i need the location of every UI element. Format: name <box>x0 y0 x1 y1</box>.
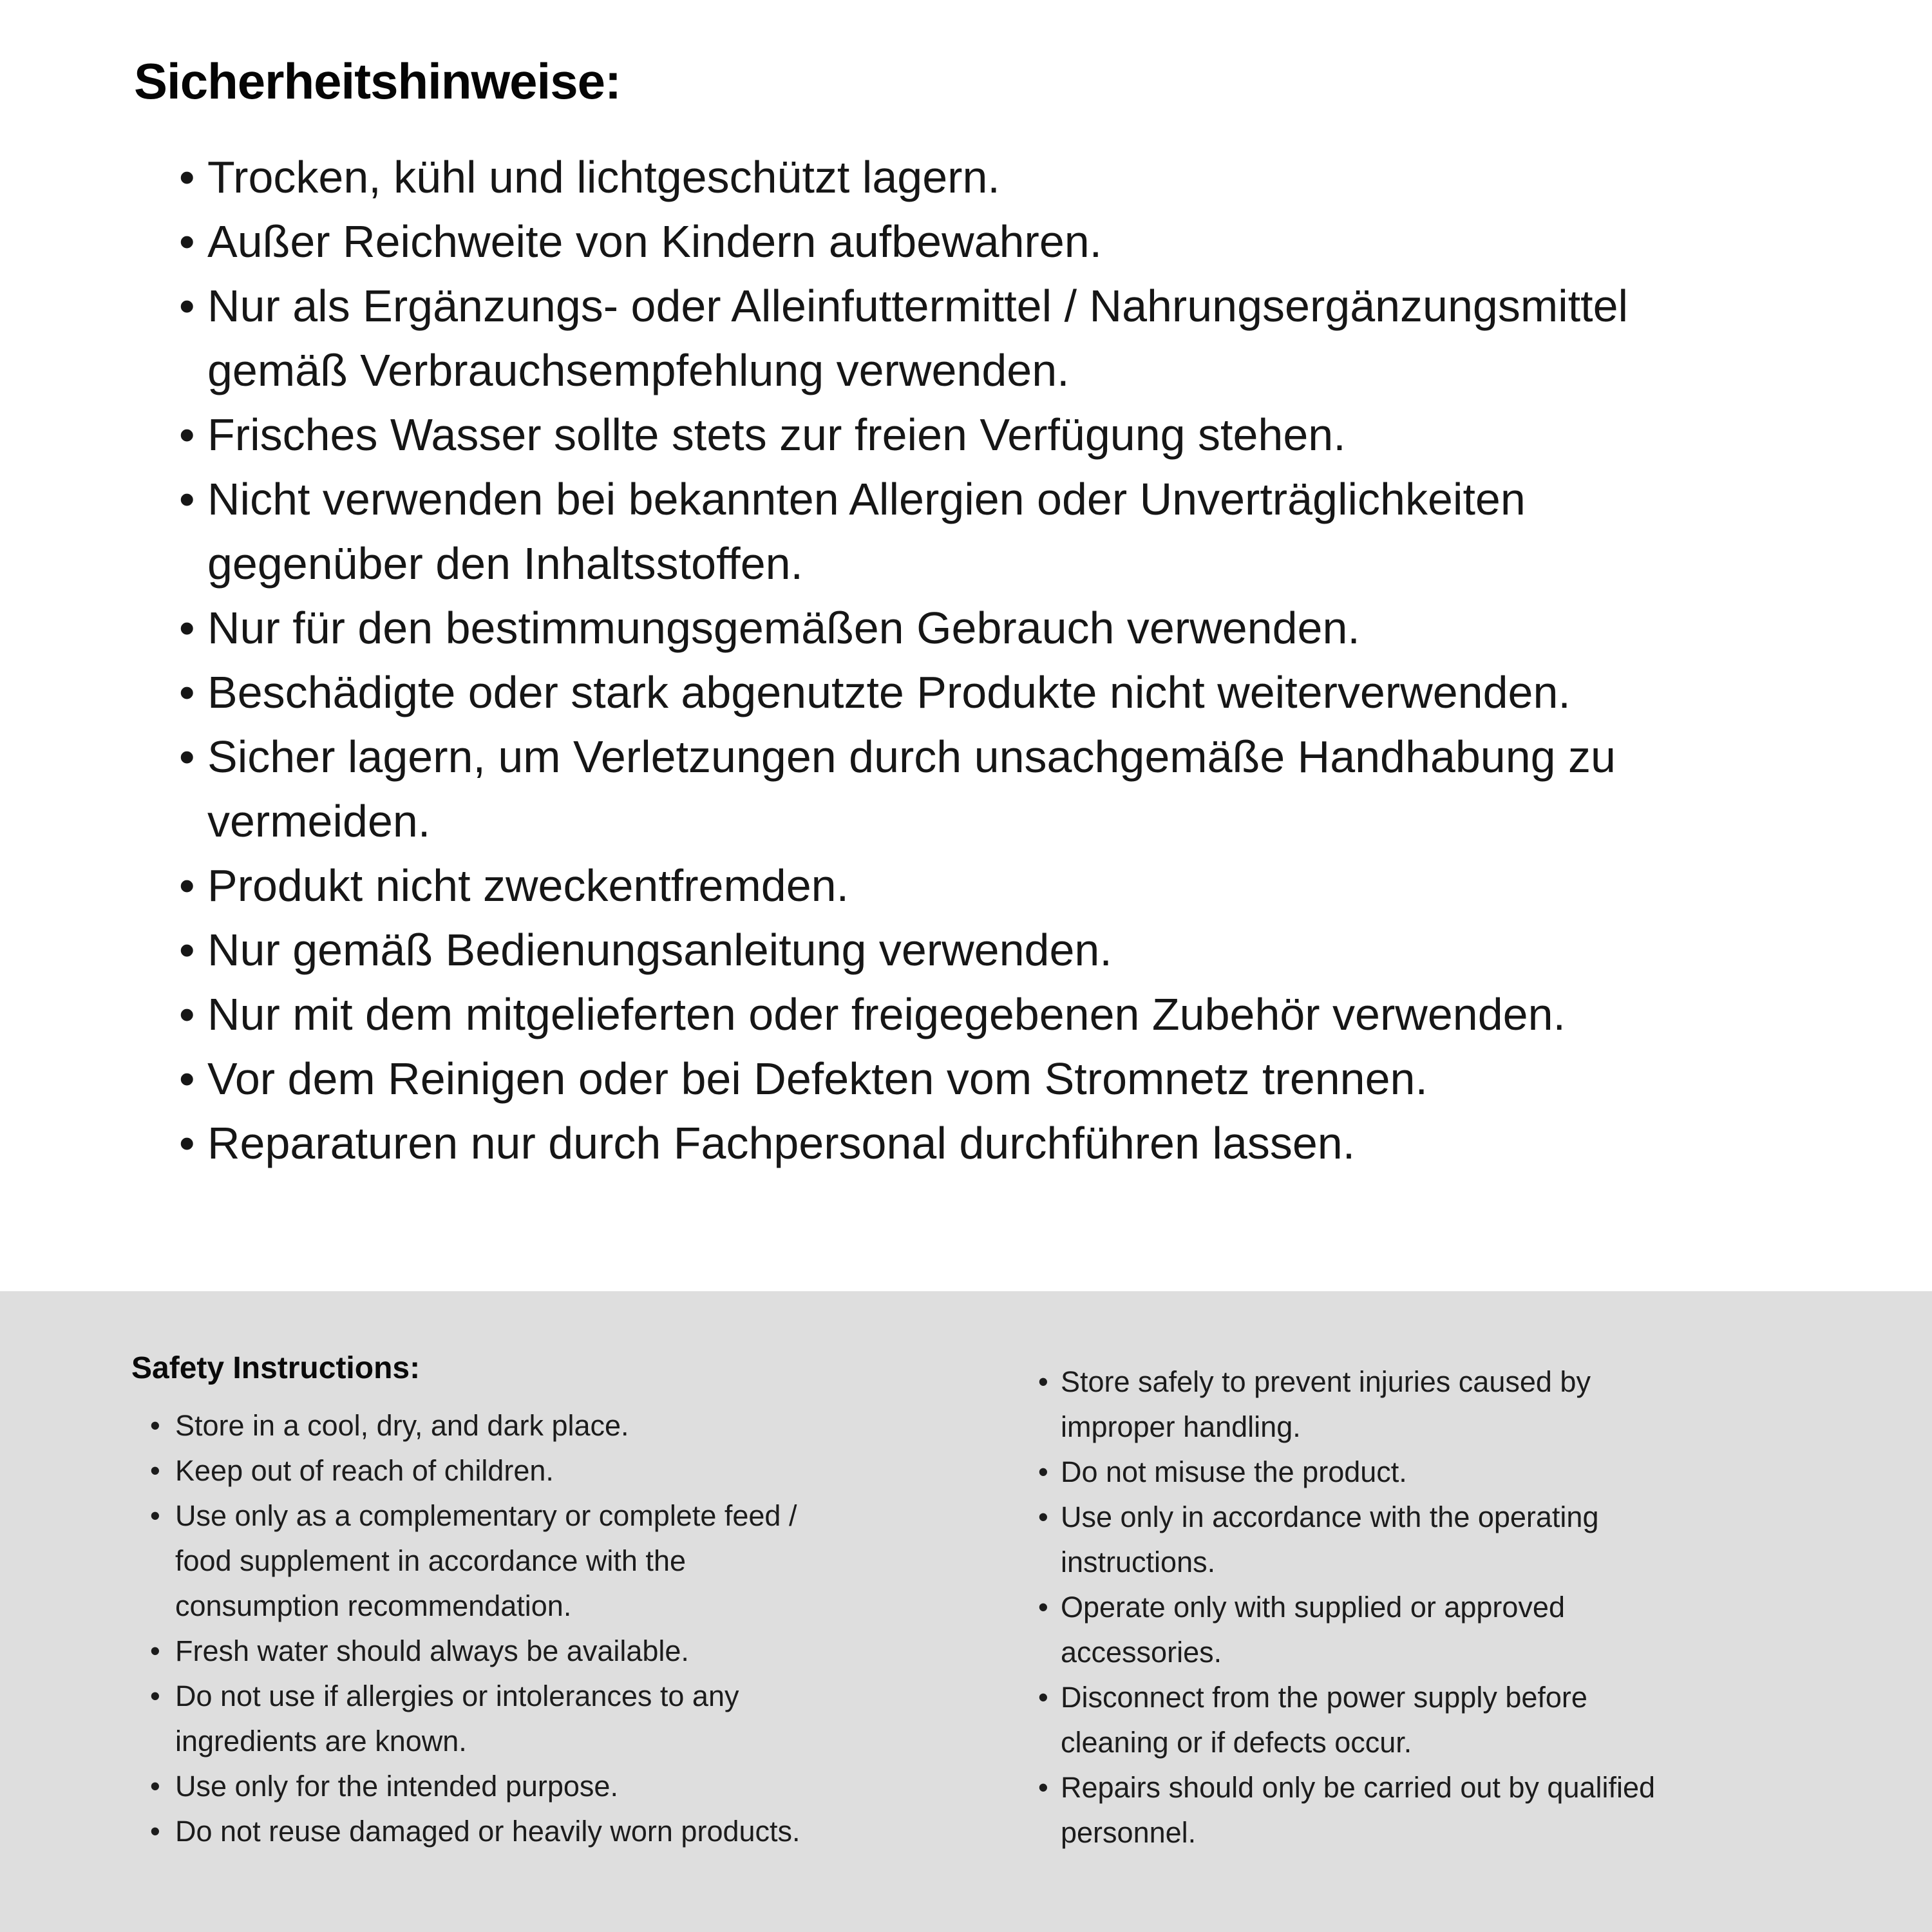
list-item-text: Trocken, kühl und lichtgeschützt lagern. <box>207 152 1000 202</box>
bullet-icon: • <box>150 1680 160 1712</box>
list-item-text: Nicht verwenden bei bekannten Allergien oder Unverträglichkeiten gegenüber den Inhaltsstoffen. <box>207 474 1526 589</box>
list-item-text: Keep out of reach of children. <box>175 1454 554 1487</box>
list-item <box>179 660 1708 724</box>
list-item <box>1038 1675 1747 1765</box>
english-right-column <box>1038 1350 1747 1932</box>
bullet-icon: • <box>1038 1591 1048 1624</box>
list-item <box>179 145 1708 209</box>
list-item-text: Store in a cool, dry, and dark place. <box>175 1409 629 1442</box>
list-item <box>179 918 1708 982</box>
bullet-icon: • <box>1038 1455 1048 1488</box>
bullet-icon: • <box>179 152 195 202</box>
list-item <box>179 1046 1708 1111</box>
list-item-text: Nur mit dem mitgelieferten oder freigegebenen Zubehör verwenden. <box>207 989 1566 1039</box>
list-item <box>179 1111 1708 1175</box>
bullet-icon: • <box>179 732 195 782</box>
bullet-icon: • <box>179 216 195 267</box>
list-item-text: Fresh water should always be available. <box>175 1634 689 1667</box>
list-item-text: Use only for the intended purpose. <box>175 1770 618 1803</box>
list-item-text: Außer Reichweite von Kindern aufbewahren. <box>207 216 1103 267</box>
bullet-icon: • <box>179 410 195 460</box>
bullet-icon: • <box>1038 1365 1048 1398</box>
english-right-bullet-list <box>1038 1359 1747 1855</box>
list-item <box>150 1764 929 1809</box>
list-item <box>1038 1450 1747 1495</box>
bullet-icon: • <box>179 860 195 911</box>
list-item-text: Do not misuse the product. <box>1061 1455 1407 1488</box>
bullet-icon: • <box>179 1054 195 1104</box>
list-item <box>179 596 1708 660</box>
list-item-text: Repairs should only be carried out by qualified personnel. <box>1061 1771 1656 1849</box>
list-item <box>179 402 1708 467</box>
list-item-text: Frisches Wasser sollte stets zur freien Verfügung stehen. <box>207 410 1346 460</box>
list-item-text: Nur für den bestimmungsgemäßen Gebrauch verwenden. <box>207 603 1360 653</box>
list-item <box>150 1674 929 1764</box>
bullet-icon: • <box>179 603 195 653</box>
list-item <box>150 1493 929 1629</box>
list-item <box>179 982 1708 1046</box>
list-item-text: Nur gemäß Bedienungsanleitung verwenden. <box>207 925 1112 975</box>
bullet-icon: • <box>179 474 195 524</box>
list-item <box>150 1629 929 1674</box>
english-left-column <box>131 1350 929 1932</box>
list-item-text: Beschädigte oder stark abgenutzte Produkte nicht weiterverwenden. <box>207 667 1571 717</box>
german-bullet-list <box>179 145 1708 1175</box>
bullet-icon: • <box>150 1409 160 1442</box>
list-item <box>1038 1495 1747 1585</box>
german-section-title: Sicherheitshinweise: <box>134 53 621 109</box>
list-item-text: Do not reuse damaged or heavily worn products. <box>175 1815 800 1848</box>
english-left-bullet-list <box>150 1403 929 1854</box>
bullet-icon: • <box>150 1770 160 1803</box>
list-item-text: Vor dem Reinigen oder bei Defekten vom Stromnetz trennen. <box>207 1054 1428 1104</box>
list-item <box>1038 1359 1747 1450</box>
bullet-icon: • <box>1038 1771 1048 1804</box>
list-item-text: Use only in accordance with the operating instructions. <box>1061 1501 1599 1578</box>
english-section-title: Safety Instructions: <box>131 1351 421 1385</box>
list-item <box>179 467 1708 596</box>
bullet-icon: • <box>179 989 195 1039</box>
list-item-text: Use only as a complementary or complete feed / food supplement in accordance with the consumption recommendation. <box>175 1499 797 1622</box>
bullet-icon: • <box>1038 1681 1048 1714</box>
bullet-icon: • <box>150 1634 160 1667</box>
list-item <box>179 274 1708 402</box>
list-item <box>150 1809 929 1854</box>
list-item <box>1038 1585 1747 1675</box>
english-section-band <box>0 1291 1932 1932</box>
bullet-icon: • <box>1038 1501 1048 1533</box>
bullet-icon: • <box>179 281 195 331</box>
list-item-text: Produkt nicht zweckentfremden. <box>207 860 849 911</box>
list-item-text: Nur als Ergänzungs- oder Alleinfuttermittel / Nahrungsergänzungsmittel gemäß Verbrauchsempfehlung verwenden. <box>207 281 1629 395</box>
list-item-text: Reparaturen nur durch Fachpersonal durchführen lassen. <box>207 1118 1356 1168</box>
list-item-text: Sicher lagern, um Verletzungen durch unsachgemäße Handhabung zu vermeiden. <box>207 732 1616 846</box>
list-item-text: Operate only with supplied or approved accessories. <box>1061 1591 1565 1669</box>
list-item <box>150 1403 929 1448</box>
bullet-icon: • <box>179 667 195 717</box>
bullet-icon: • <box>150 1815 160 1848</box>
list-item-text: Disconnect from the power supply before cleaning or if defects occur. <box>1061 1681 1587 1759</box>
list-item-text: Store safely to prevent injuries caused by improper handling. <box>1061 1365 1591 1443</box>
list-item <box>179 209 1708 274</box>
bullet-icon: • <box>179 925 195 975</box>
list-item <box>150 1448 929 1493</box>
bullet-icon: • <box>179 1118 195 1168</box>
list-item <box>179 724 1708 853</box>
list-item <box>179 853 1708 918</box>
bullet-icon: • <box>150 1499 160 1532</box>
bullet-icon: • <box>150 1454 160 1487</box>
list-item-text: Do not use if allergies or intolerances to any ingredients are known. <box>175 1680 739 1757</box>
list-item <box>1038 1765 1747 1855</box>
